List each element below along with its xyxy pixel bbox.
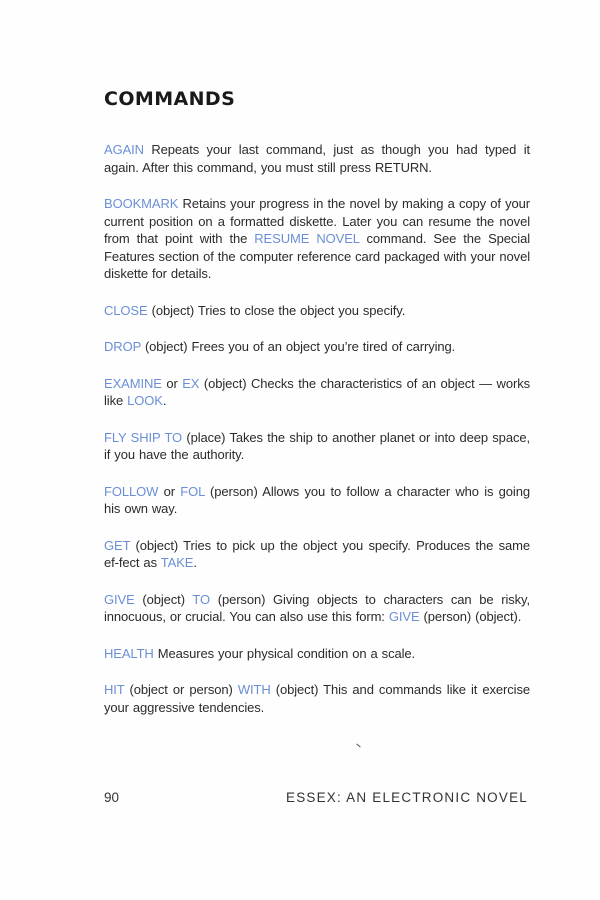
command-entry <box>104 681 530 716</box>
command-description: or <box>158 483 181 499</box>
command-description: Repeats your last command, just as though you had typed it again. After this command, you must still press RETURN. <box>104 142 530 175</box>
command-keyword: TAKE <box>160 555 194 570</box>
command-keyword: CLOSE <box>104 302 148 318</box>
command-keyword: WITH <box>237 682 271 697</box>
command-keyword: HIT <box>104 682 125 697</box>
command-description: or <box>161 375 183 391</box>
command-description: . <box>193 555 197 570</box>
command-keyword: FOLLOW <box>104 483 159 499</box>
command-description: (object) Frees you of an object you’re tired of carrying. <box>140 339 456 354</box>
command-keyword: FLY SHIP TO <box>104 429 183 445</box>
command-description: (person) (object). <box>419 609 522 624</box>
command-entry <box>104 429 530 464</box>
command-keyword: BOOKMARK <box>104 196 179 211</box>
command-description: (place) Takes the ship to another planet or into deep space, if you have the authority. <box>104 429 530 462</box>
command-entry <box>104 141 530 176</box>
command-keyword: GIVE <box>104 591 135 607</box>
command-keyword: TO <box>192 591 211 607</box>
stray-mark <box>356 744 360 748</box>
command-description: . <box>162 393 167 408</box>
command-keyword: GET <box>104 537 131 553</box>
command-keyword: FOL <box>180 483 205 499</box>
command-entry <box>104 645 530 663</box>
command-description: (person) Allows you to follow a character who is going his own way. <box>104 483 530 516</box>
command-description: (object) Tries to pick up the object you specify. Produces the same ef-fect as <box>104 537 530 570</box>
command-entry <box>104 537 530 572</box>
command-keyword: AGAIN <box>104 142 144 157</box>
command-list <box>104 141 530 735</box>
command-entry <box>104 195 530 283</box>
command-description: (object or person) <box>124 682 238 697</box>
command-description: command. See the Special Features section of the computer reference card packaged with your novel diskette for details. <box>104 231 531 281</box>
command-description: (object) Checks the characteristics of an object — works like <box>104 375 530 408</box>
command-keyword: RESUME NOVEL <box>254 231 360 246</box>
command-keyword: EXAMINE <box>104 375 162 391</box>
command-entry <box>104 338 530 356</box>
command-keyword: DROP <box>104 339 141 354</box>
command-description: (object) <box>134 591 193 607</box>
command-entry <box>104 375 530 410</box>
command-description: (person) Giving objects to characters can be risky, innocuous, or crucial. You can also use this form: <box>104 591 530 624</box>
book-title: ESSEX: AN ELECTRONIC NOVEL <box>285 790 528 805</box>
command-entry <box>104 483 530 518</box>
command-keyword: GIVE <box>388 609 420 624</box>
command-description: (object) This and commands like it exercise your aggressive tendencies. <box>104 682 530 715</box>
command-entry <box>104 302 530 320</box>
command-description: Retains your progress in the novel by making a copy of your current position on a formatted diskette. Later you can resume the novel from that point with the <box>104 196 530 246</box>
page-heading: COMMANDS <box>104 88 236 110</box>
command-entry <box>104 591 530 626</box>
command-description: (object) Tries to close the object you specify. <box>147 302 406 318</box>
command-keyword: HEALTH <box>104 645 154 661</box>
command-keyword: LOOK <box>127 393 163 408</box>
command-keyword: EX <box>182 375 200 391</box>
command-description: Measures your physical condition on a scale. <box>153 645 416 661</box>
page-number: 90 <box>104 790 120 805</box>
